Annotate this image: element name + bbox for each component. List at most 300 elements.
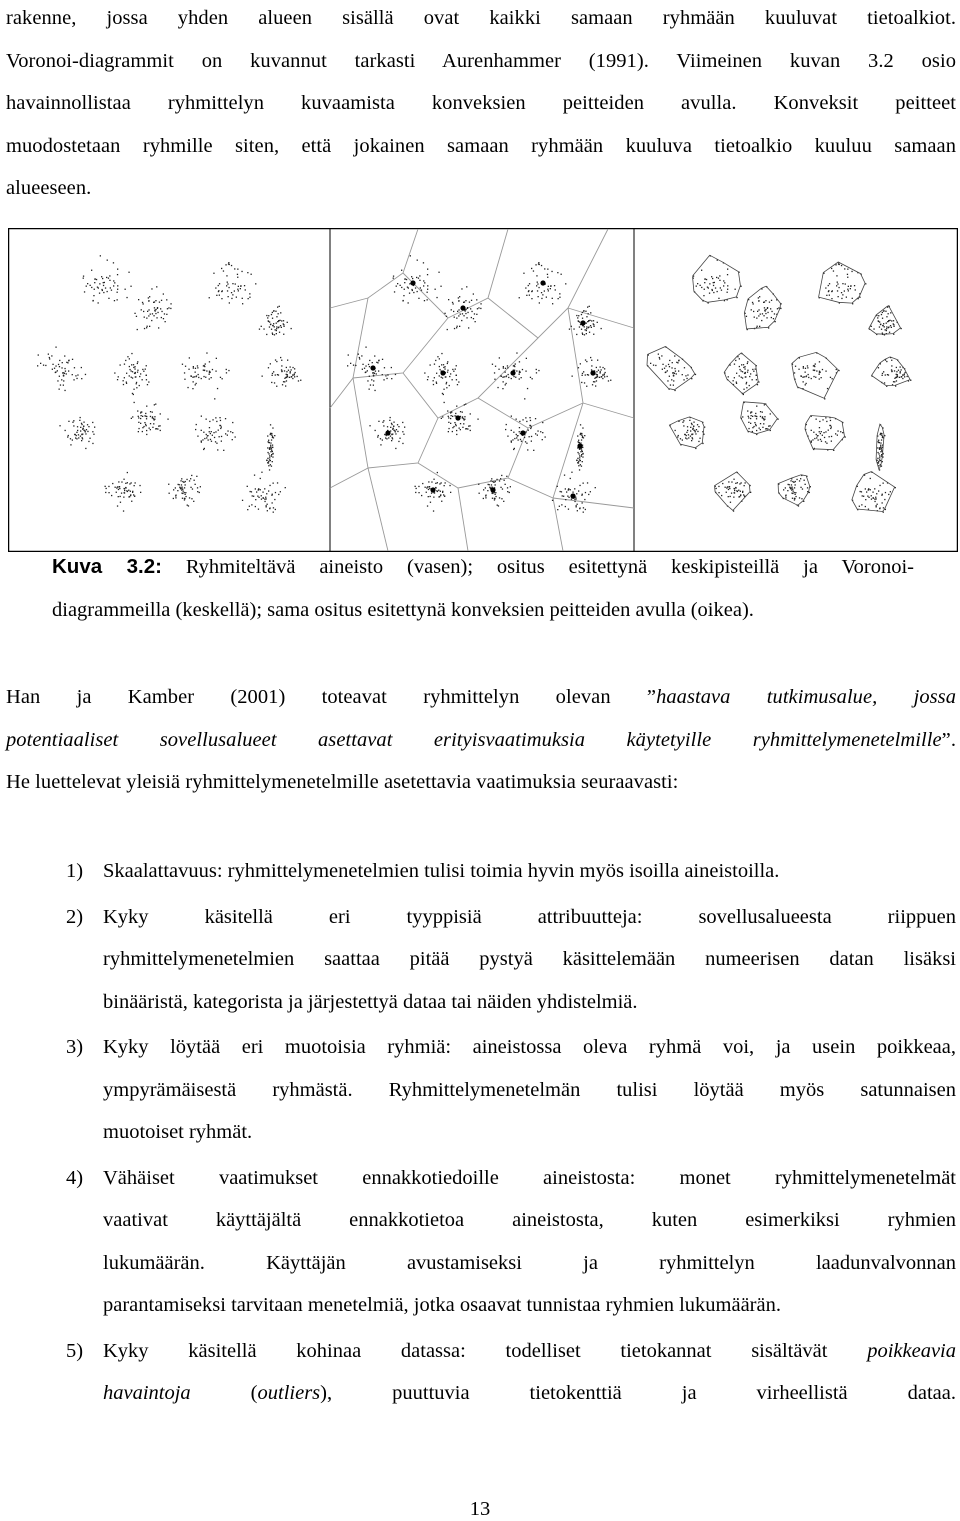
scatter-point <box>418 486 419 487</box>
scatter-point <box>876 506 877 507</box>
scatter-point <box>370 384 371 385</box>
scatter-point <box>152 416 153 417</box>
scatter-point <box>230 431 231 432</box>
scatter-point <box>418 492 419 493</box>
scatter-point <box>532 378 533 379</box>
scatter-point <box>206 419 207 420</box>
scatter-point <box>146 434 147 435</box>
scatter-point <box>806 383 807 384</box>
scatter-point <box>76 432 77 433</box>
scatter-point <box>447 363 448 364</box>
scatter-point <box>831 436 832 437</box>
scatter-point <box>511 416 512 417</box>
scatter-point <box>358 354 359 355</box>
scatter-point <box>83 422 84 423</box>
scatter-point <box>155 404 156 405</box>
scatter-point <box>431 481 432 482</box>
scatter-point <box>878 441 879 442</box>
scatter-point <box>904 373 905 374</box>
scatter-point <box>447 361 448 362</box>
scatter-point <box>204 365 205 366</box>
scatter-point <box>221 298 222 299</box>
scatter-point <box>595 385 596 386</box>
scatter-point <box>280 491 281 492</box>
scatter-point <box>746 383 747 384</box>
scatter-point <box>591 365 592 366</box>
scatter-point <box>494 498 495 499</box>
scatter-point <box>235 436 236 437</box>
scatter-point <box>665 371 666 372</box>
scatter-point <box>873 328 874 329</box>
scatter-point <box>822 435 823 436</box>
scatter-point <box>531 441 532 442</box>
scatter-point <box>124 492 125 493</box>
scatter-point <box>226 369 227 370</box>
scatter-point <box>57 380 58 381</box>
list-number: 3) <box>66 1036 84 1058</box>
scatter-point <box>138 422 139 423</box>
scatter-point <box>217 388 218 389</box>
scatter-point <box>802 488 803 489</box>
scatter-point <box>137 410 138 411</box>
scatter-point <box>435 487 436 488</box>
scatter-point <box>40 363 41 364</box>
scatter-point <box>706 279 707 280</box>
scatter-point <box>751 411 752 412</box>
scatter-point <box>583 507 584 508</box>
scatter-point <box>281 371 282 372</box>
scatter-point <box>148 300 149 301</box>
scatter-point <box>726 492 727 493</box>
scatter-point <box>157 428 158 429</box>
scatter-point <box>133 494 134 495</box>
scatter-point <box>68 360 69 361</box>
scatter-point <box>529 283 530 284</box>
scatter-point <box>580 460 581 461</box>
scatter-point <box>214 437 215 438</box>
scatter-point <box>393 426 394 427</box>
scatter-point <box>893 320 894 321</box>
scatter-point <box>276 330 277 331</box>
scatter-point <box>146 425 147 426</box>
scatter-point <box>570 489 571 490</box>
scatter-point <box>395 433 396 434</box>
scatter-point <box>526 443 527 444</box>
scatter-point <box>516 437 517 438</box>
scatter-point <box>673 380 674 381</box>
scatter-point <box>285 385 286 386</box>
scatter-point <box>225 418 226 419</box>
scatter-point <box>471 311 472 312</box>
scatter-point <box>829 436 830 437</box>
scatter-point <box>735 289 736 290</box>
scatter-point <box>819 421 820 422</box>
scatter-point <box>818 439 819 440</box>
scatter-point <box>522 419 523 420</box>
scatter-point <box>294 373 295 374</box>
scatter-point <box>81 440 82 441</box>
scatter-point <box>152 313 153 314</box>
scatter-point <box>183 482 184 483</box>
scatter-point <box>81 367 82 368</box>
scatter-point <box>456 379 457 380</box>
scatter-point <box>728 376 729 377</box>
scatter-point <box>212 369 213 370</box>
quote-text: haastava tutkimusalue, jossa <box>656 686 956 708</box>
scatter-point <box>83 278 84 279</box>
scatter-point <box>680 438 681 439</box>
scatter-point <box>143 426 144 427</box>
scatter-point <box>350 363 351 364</box>
scatter-point <box>444 485 445 486</box>
scatter-point <box>743 494 744 495</box>
scatter-point <box>799 497 800 498</box>
scatter-point <box>525 371 526 372</box>
scatter-point <box>760 314 761 315</box>
scatter-point <box>81 423 82 424</box>
scatter-point <box>561 491 562 492</box>
scatter-point <box>132 377 133 378</box>
scatter-point <box>421 290 422 291</box>
scatter-point <box>451 411 452 412</box>
scatter-point <box>581 439 582 440</box>
scatter-point <box>65 430 66 431</box>
scatter-point <box>574 501 575 502</box>
scatter-point <box>434 377 435 378</box>
scatter-point <box>226 285 227 286</box>
scatter-point <box>372 372 373 373</box>
scatter-point <box>561 504 562 505</box>
scatter-point <box>761 320 762 321</box>
scatter-point <box>800 478 801 479</box>
scatter-point <box>819 374 820 375</box>
scatter-point <box>272 334 273 335</box>
scatter-point <box>283 323 284 324</box>
scatter-point <box>437 356 438 357</box>
scatter-point <box>73 420 74 421</box>
scatter-point <box>276 316 277 317</box>
list-text <box>103 896 956 1024</box>
scatter-point <box>604 368 605 369</box>
scatter-point <box>610 380 611 381</box>
scatter-point <box>149 296 150 297</box>
scatter-point <box>189 497 190 498</box>
scatter-point <box>907 376 908 377</box>
caption-line <box>52 546 914 589</box>
scatter-point <box>447 329 448 330</box>
scatter-point <box>294 368 295 369</box>
scatter-point <box>727 274 728 275</box>
scatter-point <box>88 426 89 427</box>
scatter-point <box>150 416 151 417</box>
scatter-point <box>750 373 751 374</box>
scatter-point <box>669 366 670 367</box>
scatter-point <box>427 285 428 286</box>
scatter-point <box>378 435 379 436</box>
scatter-point <box>562 495 563 496</box>
scatter-point <box>756 416 757 417</box>
list-line: Vähäiset vaatimukset ennakkotiedoille aineistosta: monet ryhmittelymenetelmät <box>103 1166 956 1189</box>
scatter-point <box>143 311 144 312</box>
scatter-point <box>886 316 887 317</box>
scatter-point <box>206 434 207 435</box>
scatter-point <box>748 428 749 429</box>
scatter-point <box>111 495 112 496</box>
scatter-point <box>789 484 790 485</box>
scatter-point <box>268 315 269 316</box>
scatter-point <box>408 302 409 303</box>
scatter-point <box>114 372 115 373</box>
scatter-point <box>525 417 526 418</box>
scatter-point <box>201 416 202 417</box>
scatter-point <box>884 326 885 327</box>
scatter-point <box>538 287 539 288</box>
scatter-point <box>847 289 848 290</box>
scatter-point <box>836 369 837 370</box>
scatter-point <box>427 299 428 300</box>
scatter-point <box>687 374 688 375</box>
scatter-point <box>579 507 580 508</box>
scatter-point <box>671 367 672 368</box>
scatter-point <box>771 311 772 312</box>
scatter-point <box>557 272 558 273</box>
scatter-point <box>194 376 195 377</box>
scatter-point <box>798 369 799 370</box>
scatter-point <box>691 424 692 425</box>
scatter-point <box>51 355 52 356</box>
scatter-point <box>210 433 211 434</box>
scatter-point <box>267 504 268 505</box>
scatter-point <box>771 317 772 318</box>
scatter-point <box>718 486 719 487</box>
scatter-point <box>390 430 391 431</box>
scatter-point <box>499 480 500 481</box>
scatter-point <box>886 330 887 331</box>
scatter-point <box>125 360 126 361</box>
scatter-point <box>114 282 115 283</box>
scatter-point <box>795 492 796 493</box>
scatter-point <box>678 370 679 371</box>
scatter-point <box>49 357 50 358</box>
scatter-point <box>167 419 168 420</box>
scatter-point <box>503 366 504 367</box>
scatter-point <box>117 486 118 487</box>
scatter-point <box>450 373 451 374</box>
scatter-point <box>431 493 432 494</box>
scatter-point <box>283 326 284 327</box>
scatter-point <box>888 494 889 495</box>
scatter-point <box>273 325 274 326</box>
scatter-point <box>78 434 79 435</box>
scatter-point <box>238 290 239 291</box>
scatter-point <box>684 367 685 368</box>
scatter-point <box>492 498 493 499</box>
scatter-point <box>412 290 413 291</box>
scatter-point <box>831 291 832 292</box>
scatter-point <box>436 490 437 491</box>
scatter-point <box>215 287 216 288</box>
scatter-point <box>380 444 381 445</box>
scatter-point <box>283 320 284 321</box>
body-line: He luettelevat yleisiä ryhmittelymenetelmille asetettavia vaatimuksia seuraavasti: <box>6 771 679 793</box>
scatter-point <box>395 374 396 375</box>
list-text-plain: ), puuttuvia tietokenttiä ja virheellistä dataa. <box>320 1382 956 1404</box>
scatter-point <box>268 465 269 466</box>
scatter-point <box>269 448 270 449</box>
list-line: muotoiset ryhmät. <box>103 1121 253 1143</box>
scatter-point <box>231 292 232 293</box>
scatter-point <box>225 264 226 265</box>
scatter-point <box>873 497 874 498</box>
scatter-point <box>519 297 520 298</box>
scatter-point <box>690 427 691 428</box>
scatter-point <box>270 363 271 364</box>
scatter-point <box>785 497 786 498</box>
scatter-point <box>123 497 124 498</box>
scatter-point <box>899 377 900 378</box>
scatter-point <box>287 376 288 377</box>
scatter-point <box>538 262 539 263</box>
scatter-point <box>447 370 448 371</box>
scatter-point <box>437 482 438 483</box>
scatter-point <box>537 283 538 284</box>
scatter-point <box>814 365 815 366</box>
scatter-point <box>392 434 393 435</box>
scatter-point <box>408 287 409 288</box>
scatter-point <box>444 368 445 369</box>
scatter-point <box>373 380 374 381</box>
scatter-point <box>129 358 130 359</box>
centroid-dot <box>370 365 375 370</box>
scatter-point <box>833 270 834 271</box>
scatter-point <box>267 458 268 459</box>
scatter-point <box>582 375 583 376</box>
scatter-point <box>737 482 738 483</box>
scatter-point <box>272 445 273 446</box>
scatter-point <box>734 364 735 365</box>
scatter-point <box>388 437 389 438</box>
scatter-point <box>517 435 518 436</box>
scatter-point <box>544 290 545 291</box>
scatter-point <box>149 428 150 429</box>
scatter-point <box>507 436 508 437</box>
scatter-point <box>558 298 559 299</box>
scatter-point <box>749 376 750 377</box>
scatter-point <box>578 462 579 463</box>
scatter-point <box>463 423 464 424</box>
scatter-point <box>390 427 391 428</box>
scatter-point <box>465 404 466 405</box>
scatter-point <box>197 491 198 492</box>
scatter-point <box>685 437 686 438</box>
scatter-point <box>287 360 288 361</box>
scatter-point <box>156 317 157 318</box>
scatter-point <box>373 385 374 386</box>
scatter-point <box>905 372 906 373</box>
scatter-point <box>269 326 270 327</box>
scatter-point <box>495 481 496 482</box>
scatter-point <box>871 326 872 327</box>
scatter-point <box>531 298 532 299</box>
scatter-point <box>193 381 194 382</box>
scatter-point <box>709 283 710 284</box>
scatter-point <box>441 353 442 354</box>
scatter-point <box>185 481 186 482</box>
scatter-point <box>879 326 880 327</box>
list-text-plain: ( <box>190 1382 258 1404</box>
scatter-point <box>692 434 693 435</box>
scatter-point <box>507 491 508 492</box>
scatter-point <box>596 380 597 381</box>
scatter-point <box>831 268 832 269</box>
scatter-point <box>66 373 67 374</box>
scatter-point <box>85 431 86 432</box>
scatter-point <box>292 374 293 375</box>
caption-label: Kuva 3.2: <box>52 555 162 578</box>
scatter-point <box>771 300 772 301</box>
scatter-point <box>811 442 812 443</box>
scatter-point <box>393 422 394 423</box>
scatter-point <box>742 377 743 378</box>
scatter-point <box>878 453 879 454</box>
list-line: Kyky löytää eri muotoisia ryhmiä: aineistossa oleva ryhmä voi, ja usein poikkeaa, <box>103 1036 956 1058</box>
scatter-point <box>805 372 806 373</box>
scatter-point <box>272 318 273 319</box>
scatter-point <box>498 505 499 506</box>
scatter-point <box>547 289 548 290</box>
scatter-point <box>542 439 543 440</box>
scatter-point <box>240 286 241 287</box>
scatter-point <box>192 388 193 389</box>
scatter-point <box>137 363 138 364</box>
scatter-point <box>220 425 221 426</box>
scatter-point <box>185 492 186 493</box>
scatter-point <box>140 373 141 374</box>
scatter-point <box>452 431 453 432</box>
scatter-point <box>269 442 270 443</box>
scatter-point <box>183 491 184 492</box>
scatter-point <box>415 486 416 487</box>
scatter-point <box>537 282 538 283</box>
scatter-point <box>280 357 281 358</box>
scatter-point <box>60 384 61 385</box>
scatter-point <box>669 360 670 361</box>
scatter-point <box>759 428 760 429</box>
scatter-point <box>467 428 468 429</box>
scatter-point <box>369 425 370 426</box>
scatter-point <box>54 368 55 369</box>
scatter-point <box>465 313 466 314</box>
scatter-point <box>807 365 808 366</box>
scatter-point <box>836 285 837 286</box>
scatter-point <box>804 480 805 481</box>
scatter-point <box>374 390 375 391</box>
scatter-point <box>730 502 731 503</box>
scatter-point <box>695 431 696 432</box>
scatter-point <box>275 509 276 510</box>
scatter-point <box>585 492 586 493</box>
scatter-point <box>142 369 143 370</box>
scatter-point <box>500 487 501 488</box>
scatter-point <box>153 302 154 303</box>
scatter-point <box>460 429 461 430</box>
scatter-point <box>881 329 882 330</box>
scatter-point <box>276 323 277 324</box>
scatter-point <box>720 287 721 288</box>
scatter-point <box>794 498 795 499</box>
scatter-point <box>897 376 898 377</box>
scatter-point <box>891 320 892 321</box>
